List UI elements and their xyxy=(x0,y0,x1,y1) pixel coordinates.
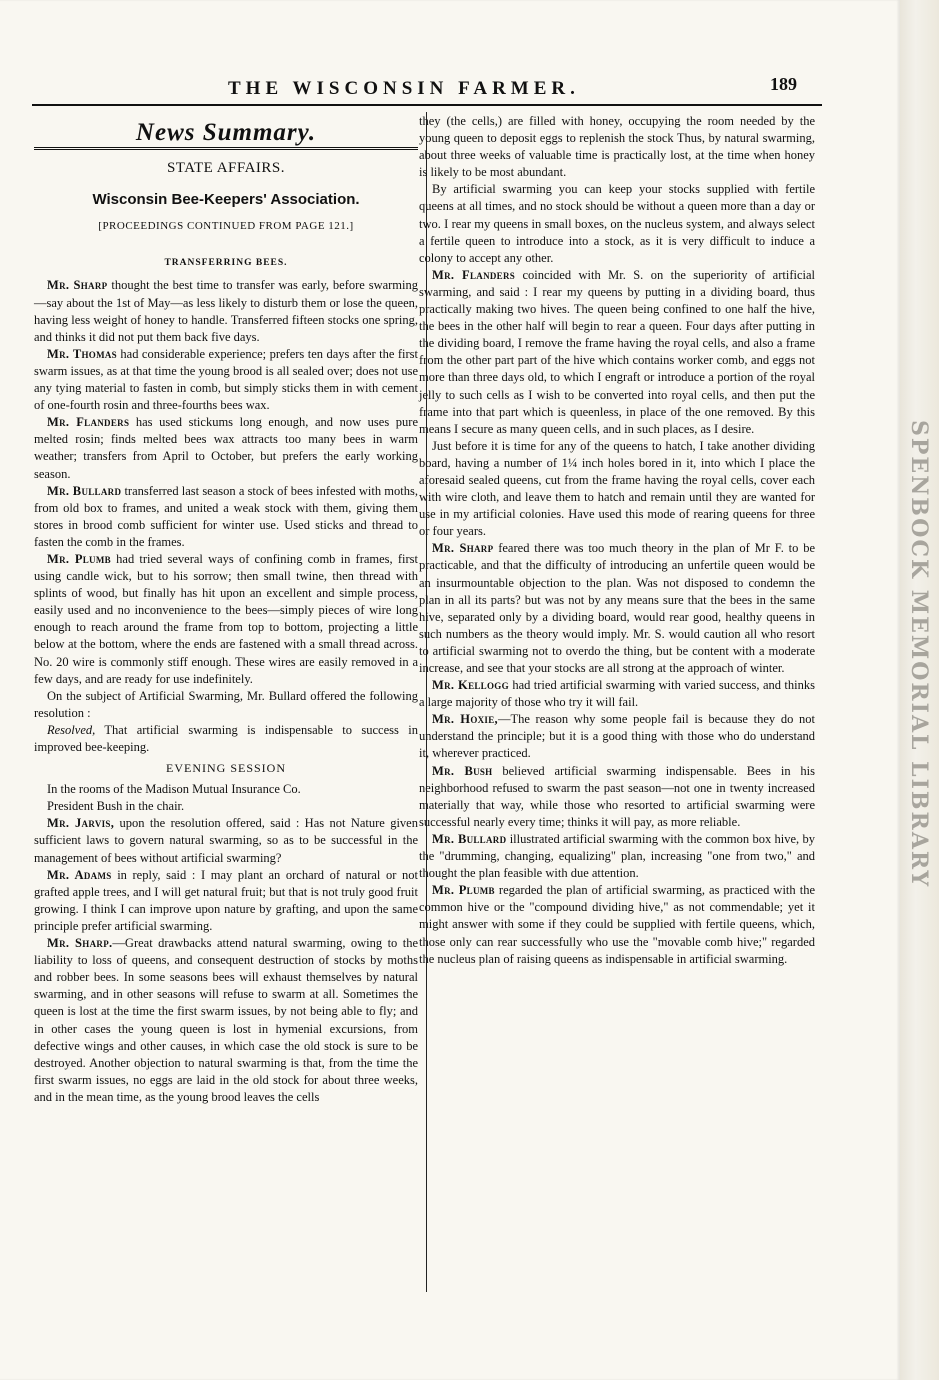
paragraph-text: had tried artificial swarming with varied success, and thinks a large majority of those who try it will fail. xyxy=(419,678,815,710)
speaker-name: Mr. Sharp xyxy=(47,278,108,293)
proceedings-note: [PROCEEDINGS CONTINUED FROM PAGE 121.] xyxy=(98,220,354,233)
paragraph-text: coincided with Mr. S. on the superiority of artificial swarming, and said : I rear my queens by putting in a dividing board, thus practically making two hives. The queen being confined to one half the hive, the bees in the other half will begin to rear a queen. Four days after putting in the dividing board, I remove the frame having the royal cells, and also a frame from the other part part of the hive which contains worker comb, and eggs not more than three days old, to which I engraft or introduce a portion of the royal jelly to such cells as I wish to be converted into royal cells, and then put the frame into that part which is queenless, in place of the one removed. By this means I secure as many queen cells, and in such places, as I desire. xyxy=(419,267,815,436)
header-rule xyxy=(32,104,822,106)
paragraph xyxy=(419,267,815,438)
paragraph-text: transferred last season a stock of bees infested with moths, from old box to frames, and united a weak stock with them, giving them stores in brood comb sufficient for winter use. Used sticks and thread to fasten the comb in the frames. xyxy=(34,483,418,549)
paragraph-text: regarded the plan of artificial swarming, as practiced with the common hive or the "compound dividing hive," as not commendable; yet it might answer with some if they could be supplied with fertile queens, which, those only can rear successfully who use the "movable comb hive;" regarded the nucleus plan of raising queens as indispensable in artificial swarming. xyxy=(419,883,815,966)
speaker-name: Mr. Bullard xyxy=(47,483,122,498)
speaker-name: Mr. Flanders xyxy=(47,415,130,430)
speaker-name: Mr. Kellogg xyxy=(432,678,509,693)
speaker-name: Mr. Plumb xyxy=(47,551,111,566)
resolved-label: Resolved, xyxy=(47,722,96,737)
state-affairs-heading: STATE AFFAIRS. xyxy=(166,160,286,177)
paragraph xyxy=(34,551,418,688)
left-column xyxy=(34,112,418,1106)
paragraph-text: has used stickums long enough, and now uses pure melted rosin; finds melted bees wax attracts too many bees in warm weather; transfers from April to October, but prefers the early working season. xyxy=(34,415,419,481)
speaker-name: Mr. Jarvis, xyxy=(47,816,115,831)
speaker-name: Mr. Bullard xyxy=(432,831,507,846)
speaker-name: Mr. Plumb xyxy=(432,883,495,898)
paragraph xyxy=(34,935,418,1106)
paragraph-text: believed artificial swarming indispensable. Bees in his neighborhood refused to swarm the past season—not one in twenty increased materially that way, while those who resorted to artificial swarming were successful nearly every time; thinks it will pay, as more reliable. xyxy=(419,763,816,829)
resolution xyxy=(34,722,418,756)
paragraph-text: feared there was too much theory in the plan of Mr F. to be practicable, and that the difficulty of introducing an unfertile queen would be an insurmountable objection to the plan. Was not disposed to condemn the plan in all its parts? but was not by any means sure that the bees in the same hive, separated only by a dividing board, would rear good, healthy queens in such numbers as the theory would imply. Mr. S. would caution all who resort to artificial swarming not to overdo the thing, but be content with a moderate increase, and see that your stocks are all strong at the approach of winter. xyxy=(419,541,816,675)
paragraph xyxy=(34,867,418,935)
paragraph-text: upon the resolution offered, said : Has not Nature given sufficient laws to govern natural swarming, so as to be successful in the management of bees without artificial swarming? xyxy=(34,816,418,865)
paragraph xyxy=(419,831,815,882)
right-column xyxy=(419,113,815,968)
artificial-intro: On the subject of Artificial Swarming, Mr. Bullard offered the following resolution : xyxy=(34,688,418,720)
paragraph-text: in reply, said : I may plant an orchard of natural or not grafted apple trees, and I will get natural fruit; but that is not truly good fruit growing. I think I can improve upon nature by grafting, and upon the same principle prefer artificial swarming. xyxy=(34,867,418,933)
running-header xyxy=(0,74,900,102)
paragraph-text: had tried several ways of confining comb in frames, first using candle wick, but to his sorrow; then small twine, then thread with splints of wood, but finally has hit upon an excellent and simple process, easily used and no inconvenience to the bees—simply pieces of wire long enough to reach around the frame from top to bottom, projecting a little below at the bottom, where the ends are fastened with a small thread across. No. 20 wire is commonly stiff enough. These wires are easily removed in a few days, and are ready for use indefinitely. xyxy=(34,551,418,686)
paragraph xyxy=(34,277,418,345)
paragraph xyxy=(419,763,815,831)
evening-session-heading: EVENING SESSION xyxy=(166,761,286,776)
paragraph xyxy=(419,540,815,677)
speaker-name: Mr. Thomas xyxy=(47,346,117,361)
continuation-paragraph: they (the cells,) are filled with honey, occupying the room needed by the young queen to deposit eggs to replenish the stock Thus, by natural swarming, about three weeks of valuable time is practically lost, at the time when honey is likely to be most abundant. xyxy=(419,114,815,180)
section-rule xyxy=(34,147,418,150)
paragraph: Just before it is time for any of the queens to hatch, I take another dividing board, having a number of 1¼ inch holes bored in it, into which I place the aforesaid sealed queens, cut from the frame having the royal cells, cover each with wire cloth, and leave them to hatch and remain until they are wanted for use in my artificial colonies. Have used this mode of rearing queens for three or four years. xyxy=(419,438,815,539)
paragraph-text: illustrated artificial swarming with the common box hive, by the "drumming, changing, equalizing" plan, increasing "one from two," and thought the plan feasible with due attention. xyxy=(419,831,815,881)
evening-line: President Bush in the chair. xyxy=(47,799,185,814)
paragraph-text: —The reason why some people fail is because they do not understand the principle; but it is a good thing with those who do understand it, wherever practiced. xyxy=(419,712,815,761)
section-title: News Summary. xyxy=(135,119,317,146)
speaker-name: Mr. Sharp xyxy=(432,541,494,556)
paragraph xyxy=(419,711,815,762)
evening-line: In the rooms of the Madison Mutual Insurance Co. xyxy=(47,782,301,797)
speaker-name: Mr. Hoxie, xyxy=(432,712,498,727)
running-title: THE WISCONSIN FARMER. xyxy=(228,78,580,99)
association-title: Wisconsin Bee-Keepers' Association. xyxy=(92,191,360,209)
library-stamp: SPENBOCK MEMORIAL LIBRARY xyxy=(906,420,932,889)
speaker-name: Mr. Sharp. xyxy=(47,936,113,951)
paragraph xyxy=(34,346,418,414)
transferring-heading: TRANSFERRING BEES. xyxy=(164,258,288,269)
paragraph xyxy=(34,815,418,866)
paragraph xyxy=(419,677,815,711)
paragraph-text: thought the best time to transfer was early, before swarming—say about the 1st of May—as less likely to disturb them or lose the queen, having less weight of honey to handle. Transferred fifteen stocks one spring, and thinks it did not put them back five days. xyxy=(34,278,418,344)
paragraph xyxy=(419,882,815,967)
speaker-name: Mr. Bush xyxy=(432,763,493,778)
paragraph xyxy=(34,483,418,551)
paragraph-text: had considerable experience; prefers ten days after the first swarm issues, as at that time the young brood is all sealed over; does not use any tying material to fasten in comb, but simply sticks them in with cement of one-fourth rosin and three-fourths bees wax. xyxy=(34,346,418,413)
paragraph-text: —Great drawbacks attend natural swarming, owing to the liability to loss of queens, and consequent destruction of stocks by moths and robber bees. In some seasons bees will exhaust themselves by natural swarming, and in other seasons will refuse to swarm at all. Sometimes the queen is lost at the time the first swarm issues, by not being able to fly; and in other cases the young queen is lost in hymenial excursions, from defective wings and other causes, in which case the old stock is sure to be destroyed. Another objection to natural swarming is that, from the time the first swarm issues, no eggs are laid in the old stock for about three weeks, and in the mean time, as the young brood leaves the cells xyxy=(34,936,418,1104)
resolved-text: That artificial swarming is indispensable to success in improved bee-keeping. xyxy=(34,722,418,754)
speaker-name: Mr. Adams xyxy=(47,867,112,882)
page-number: 189 xyxy=(770,74,797,94)
speaker-name: Mr. Flanders xyxy=(432,267,516,282)
paragraph: By artificial swarming you can keep your stocks supplied with fertile queens at all times, and no stock should be without a queen more than a day or two. I rear my queens in small boxes, on the nucleus system, and always select a fertile queen to introduce into a stock, as it is very difficult to induce a colony to accept any other. xyxy=(419,182,815,265)
paragraph xyxy=(34,414,418,482)
